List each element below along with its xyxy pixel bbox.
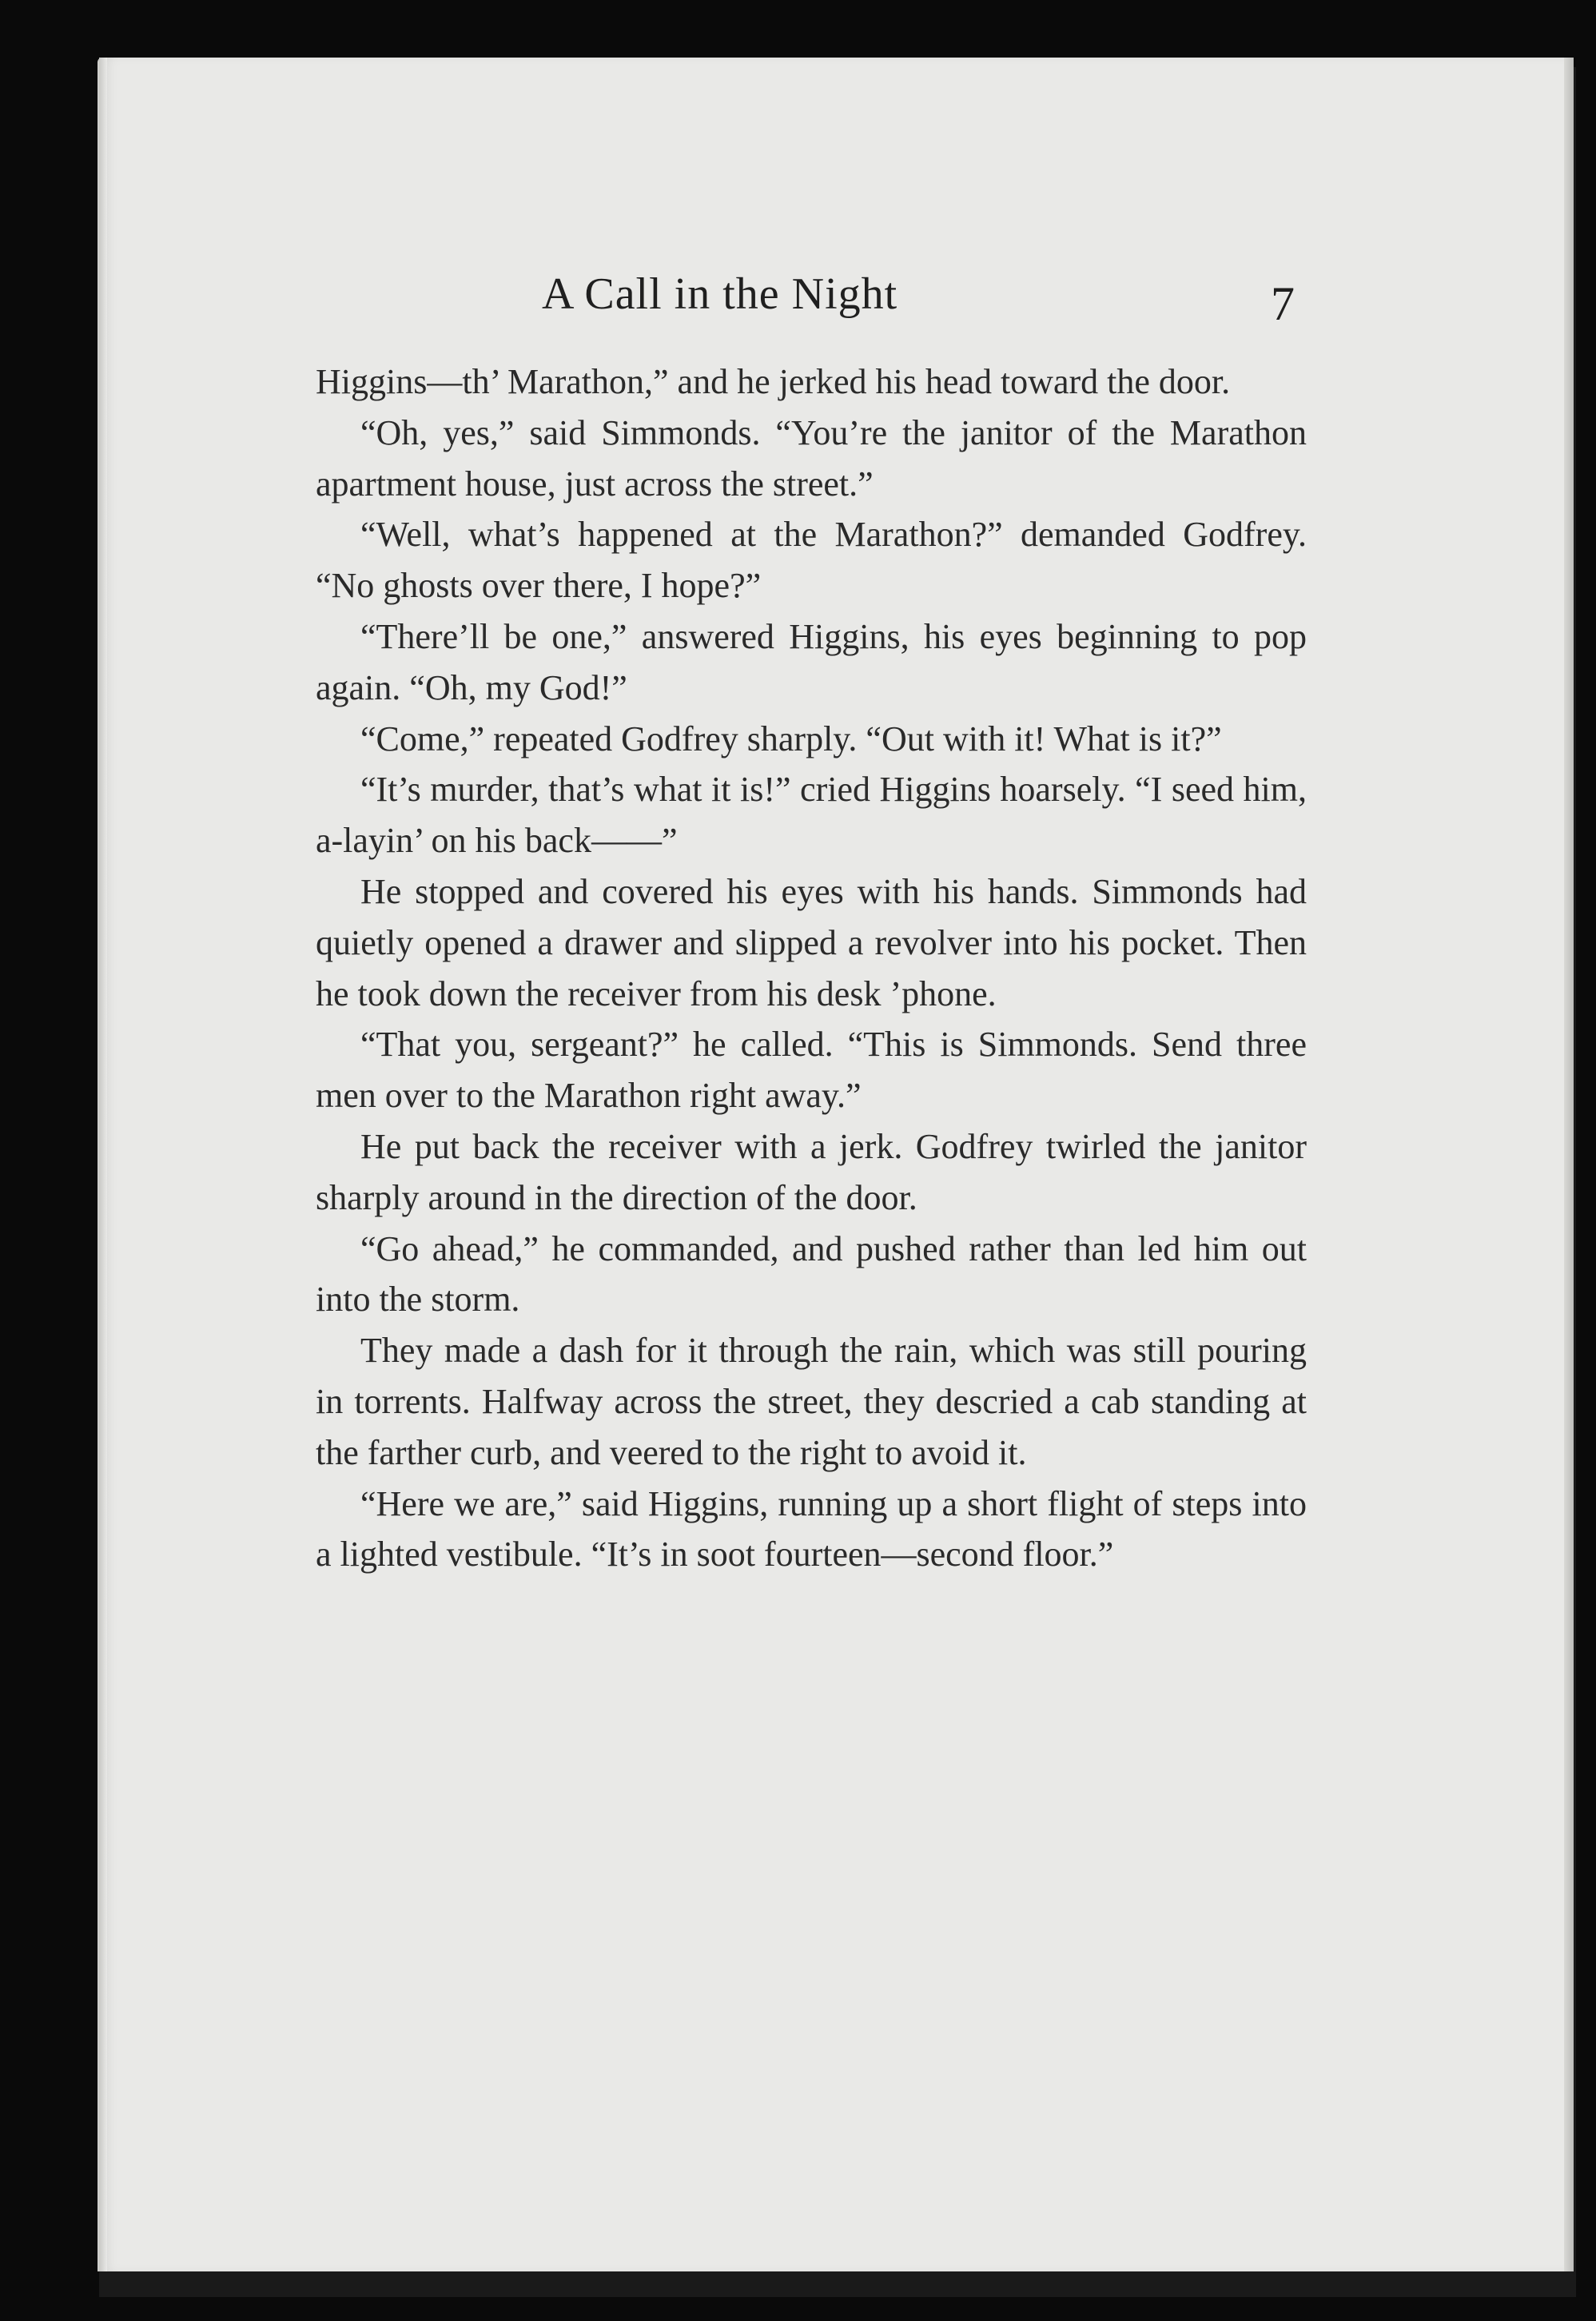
paragraph: They made a dash for it through the rain, which was still pouring in torrents. Halfway across the street, they descried a cab standing at the farther curb, and veered to the right to avoid it.: [316, 1331, 1307, 1472]
paragraph: “It’s murder, that’s what it is!” cried Higgins hoarsely. “I seed him, a-layin’ on his back——”: [316, 770, 1307, 861]
paragraph: “Well, what’s happened at the Marathon?” demanded Godfrey. “No ghosts over there, I hope?”: [316, 515, 1307, 606]
paragraph: He put back the receiver with a jerk. Godfrey twirled the janitor sharply around in the direction of the door.: [316, 1126, 1307, 1217]
running-head-title: A Call in the Night: [542, 269, 898, 319]
body-text: [316, 356, 1307, 1580]
page-number: 7: [1271, 277, 1295, 330]
paragraph: “Go ahead,” he commanded, and pushed rather than led him out into the storm.: [316, 1228, 1307, 1320]
page-gutter: [99, 58, 107, 2271]
paragraph: “Oh, yes,” said Simmonds. “You’re the janitor of the Marathon apartment house, just across the street.”: [316, 412, 1307, 504]
paragraph: “That you, sergeant?” he called. “This is Simmonds. Send three men over to the Marathon right away.”: [316, 1025, 1307, 1116]
paragraph: He stopped and covered his eyes with his hands. Simmonds had quietly opened a drawer and slipped a revolver into his pocket. Then he took down the receiver from his desk ’phone.: [316, 871, 1307, 1013]
paragraph: “Come,” repeated Godfrey sharply. “Out with it! What is it?”: [360, 719, 1222, 758]
paragraph: “There’ll be one,” answered Higgins, his eyes beginning to pop again. “Oh, my God!”: [316, 616, 1307, 707]
paragraph: “Here we are,” said Higgins, running up a short flight of steps into a lighted vestibule. “It’s in soot fourteen—second floor.”: [316, 1483, 1307, 1575]
paragraph: Higgins—th’ Marathon,” and he jerked his head toward the door.: [316, 362, 1231, 401]
page-edge: [1564, 58, 1574, 2271]
